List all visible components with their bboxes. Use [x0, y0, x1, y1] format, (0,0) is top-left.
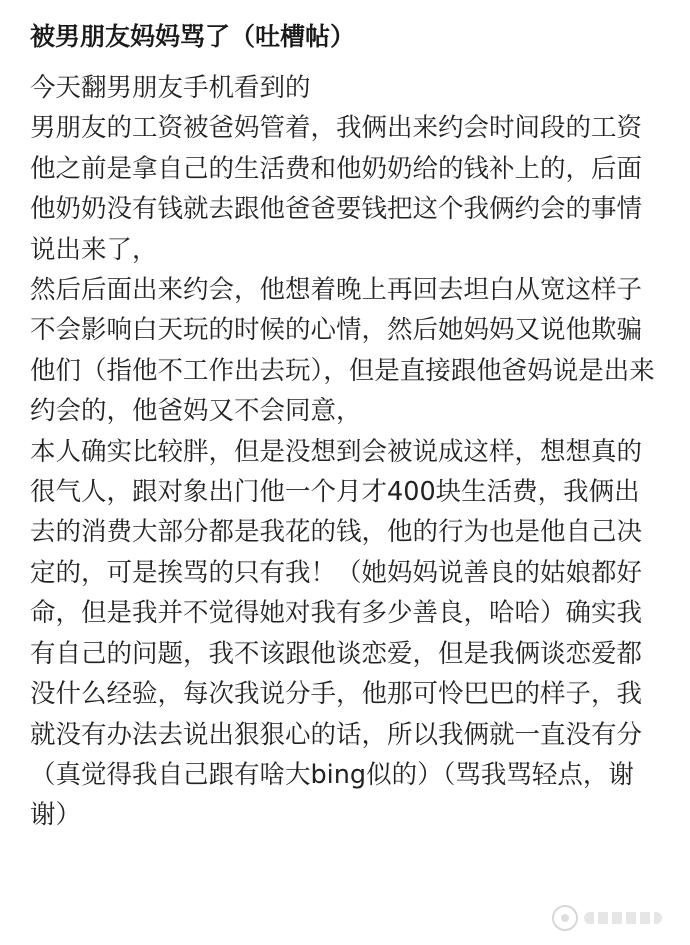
post-paragraph: 今天翻男朋友手机看到的	[30, 73, 311, 103]
post-paragraph: 本人确实比较胖，但是没想到会被说成这样，想想真的很气人，跟对象出门他一个月才400块生活费，我俩出去的消费大部分都是我花的钱，他的行为也是他自己决定的，可是挨骂的只有我！（她妈妈说善良的姑娘都好命，但是我并不觉得她对我有多少善良，哈哈）确实我有自己的问题，我不该跟他谈恋爱，但是我俩谈恋爱都没什么经验，每次我说分手，他那可怜巴巴的样子，我就没有办法去说出狠狠心的话，所以我俩就一直没有分（真觉得我自己跟有啥大bing似的）（骂我骂轻点，谢谢）	[30, 436, 643, 831]
post-paragraph: 然后后面出来约会，他想着晚上再回去坦白从宽这样子不会影响白天玩的时候的心情，然后她妈妈又说他欺骗他们（指他不工作出去玩），但是直接跟他爸妈说是出来约会的，他爸妈又不会同意，	[30, 275, 655, 427]
watermark-mark	[584, 912, 662, 924]
post-body	[30, 68, 664, 836]
watermark	[552, 905, 662, 931]
watermark-logo-icon	[552, 905, 578, 931]
post-title: 被男朋友妈妈骂了（吐槽帖）	[30, 22, 356, 51]
post-paragraph: 男朋友的工资被爸妈管着，我俩出来约会时间段的工资他之前是拿自己的生活费和他奶奶给的钱补上的，后面他奶奶没有钱就去跟他爸爸要钱把这个我俩约会的事情说出来了，	[30, 113, 643, 265]
